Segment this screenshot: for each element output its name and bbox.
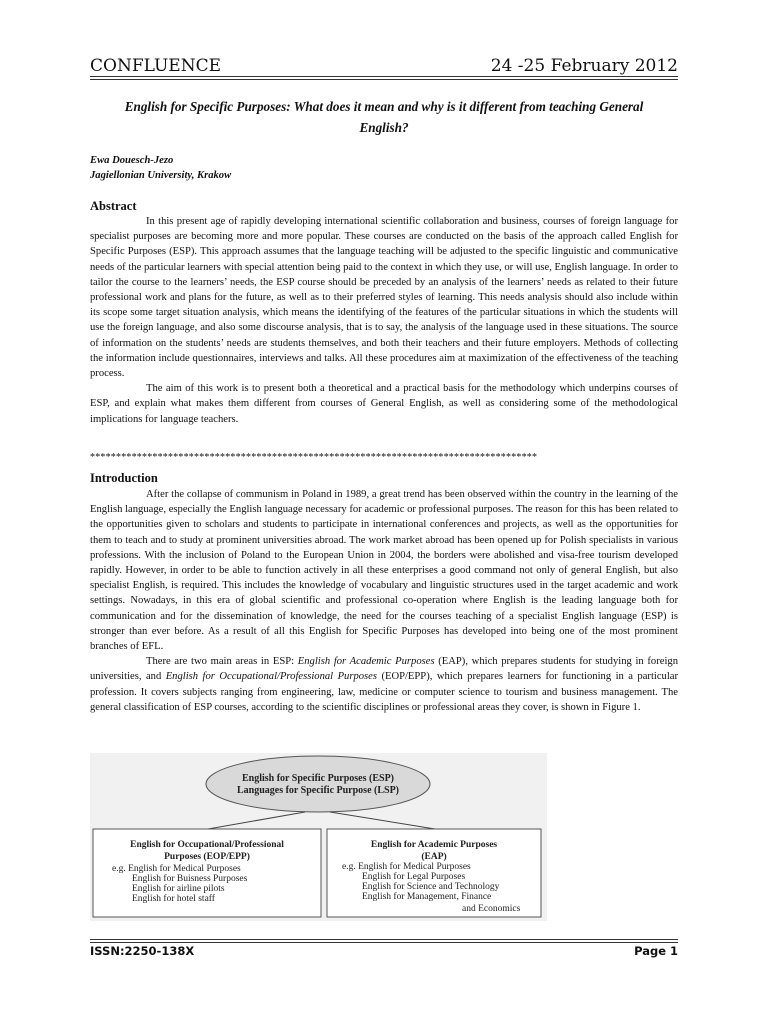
header-rule	[90, 76, 678, 80]
conference-date: 24 -25 February 2012	[490, 56, 678, 76]
abstract-paragraph: The aim of this work is to present both a theoretical and a practical basis for the methodology which underpins courses of ESP, and explain what makes them different from courses of General English, as well as considering some of the methodological implications for language teachers.	[90, 383, 678, 425]
author-name: Ewa Douesch-Jezo	[90, 155, 174, 166]
eap-item: English for Legal Purposes	[362, 872, 466, 882]
eop-item: English for hotel staff	[132, 894, 215, 904]
intro-paragraph: After the collapse of communism in Poland in 1989, a great trend has been observed within the country in the learning of the English language, especially the English language necessary for academic or professional purposes. The reason for this has been related to the opportunities given to scholars and students to participate in international conferences and projects, as well as the opportunities for them to teach and to study at prominent universities abroad. The work market abroad has been opened up for Polish specialists in various professions. With the inclusion of Poland to the European Union in 2004, the borders were abolished and visa-free tourism developed rapidly. However, in order to be able to function actively in all these enterprises a good command not only of general English, but also specialist English, is required. This includes the knowledge of vocabulary and linguistic structures used in the target academic and work settings. Nowadays, in this era of global scientific and professional co-operation where English is the leading language both for communication and for the dissemination of knowledge, the need for the courses teaching of a specialist English language (ESP) is stronger than ever before. As a result of all this English for Specific Purposes has developed into being one of the most prominent branches of EFL.	[90, 489, 678, 653]
root-ellipse	[206, 756, 430, 812]
eop-title-2: Purposes (EOP/EPP)	[164, 852, 250, 862]
eop-term: English for Occupational/Professional Purposes	[165, 671, 377, 683]
eop-item: e.g. English for Medical Purposes	[112, 864, 241, 874]
eop-title-1: English for Occupational/Professional	[130, 840, 284, 850]
running-footer	[90, 944, 678, 958]
paper-title: English for Specific Purposes: What does it mean and why is it different from teaching General English?	[124, 99, 644, 135]
author-affiliation: Jagiellonian University, Krakow	[90, 170, 232, 181]
eap-title-2: (EAP)	[421, 852, 447, 862]
eop-item: English for airline pilots	[132, 884, 225, 894]
footer-rule	[90, 939, 678, 943]
figure-1-esp-classification	[90, 753, 547, 921]
journal-name: CONFLUENCE	[90, 56, 222, 76]
running-header	[90, 46, 678, 76]
esp-diagram	[90, 753, 547, 921]
eap-title-1: English for Academic Purposes	[370, 840, 498, 850]
abstract-body	[90, 214, 678, 427]
eap-term: English for Academic Purposes	[297, 656, 435, 668]
connector-left	[208, 812, 305, 829]
eap-item: English for Management, Finance	[362, 892, 492, 902]
root-label-2: Languages for Specific Purpose (LSP)	[236, 785, 400, 796]
eop-item: English for Buisness Purposes	[132, 874, 248, 884]
abstract-paragraph: In this present age of rapidly developing international scientific collaboration and business, courses of foreign language for specialist purposes are becoming more and more popular. These courses are conducted on the basis of the approach called English for Specific Purposes (ESP). This approach assumes that the language teaching will be adjusted to the specific linguistic and communicative needs of the particular learners with special attention being paid to the context in which they use, or will use, English language. In order to tailor the course to the learners’ needs, the ESP course should be preceded by an analysis of the learners’ needs as related to their future professional work and plans for the future, as well as to their preferred styles of learning. This needs analysis should also include within its scope some target situation analysis, which means the identifying of the features of the particular situations in which the students will use the foreign language, and also some discourse analysis, that is to say, the analysis of the language used in these situations. The source of information on the students’ needs are students themselves, and both their teachers and their future employers. Methods of collecting the information include questionnaires, interviews and talks. All these procedures aim at maximization of the effectiveness of the teaching process.	[90, 216, 678, 380]
root-label-1: English for Specific Purposes (ESP)	[241, 773, 395, 784]
introduction-heading: Introduction	[90, 471, 158, 485]
introduction-body	[90, 487, 678, 715]
author-block	[90, 153, 231, 183]
eap-item: English for Science and Technology	[362, 882, 500, 892]
section-separator: **************************************************************************************	[90, 452, 538, 463]
eap-item: e.g. English for Medical Purposes	[342, 862, 471, 872]
eap-item: and Economics	[462, 904, 521, 914]
page-number: Page 1	[634, 944, 678, 958]
intro-paragraph: There are two main areas in ESP: English for Academic Purposes (EAP), which prepares students for studying in foreign universities, and English for Occupational/Professional Purposes (EOP/EPP), which prepares learners for functioning in a particular profession. It covers subjects ranging from engineering, law, medicine or computer science to tourism and business management. The general classification of ESP courses, according to the scientific disciplines or professional areas they cover, is shown in Figure 1.	[90, 656, 679, 713]
issn: ISSN:2250-138X	[90, 944, 195, 958]
connector-right	[330, 812, 435, 829]
abstract-heading: Abstract	[90, 199, 137, 213]
